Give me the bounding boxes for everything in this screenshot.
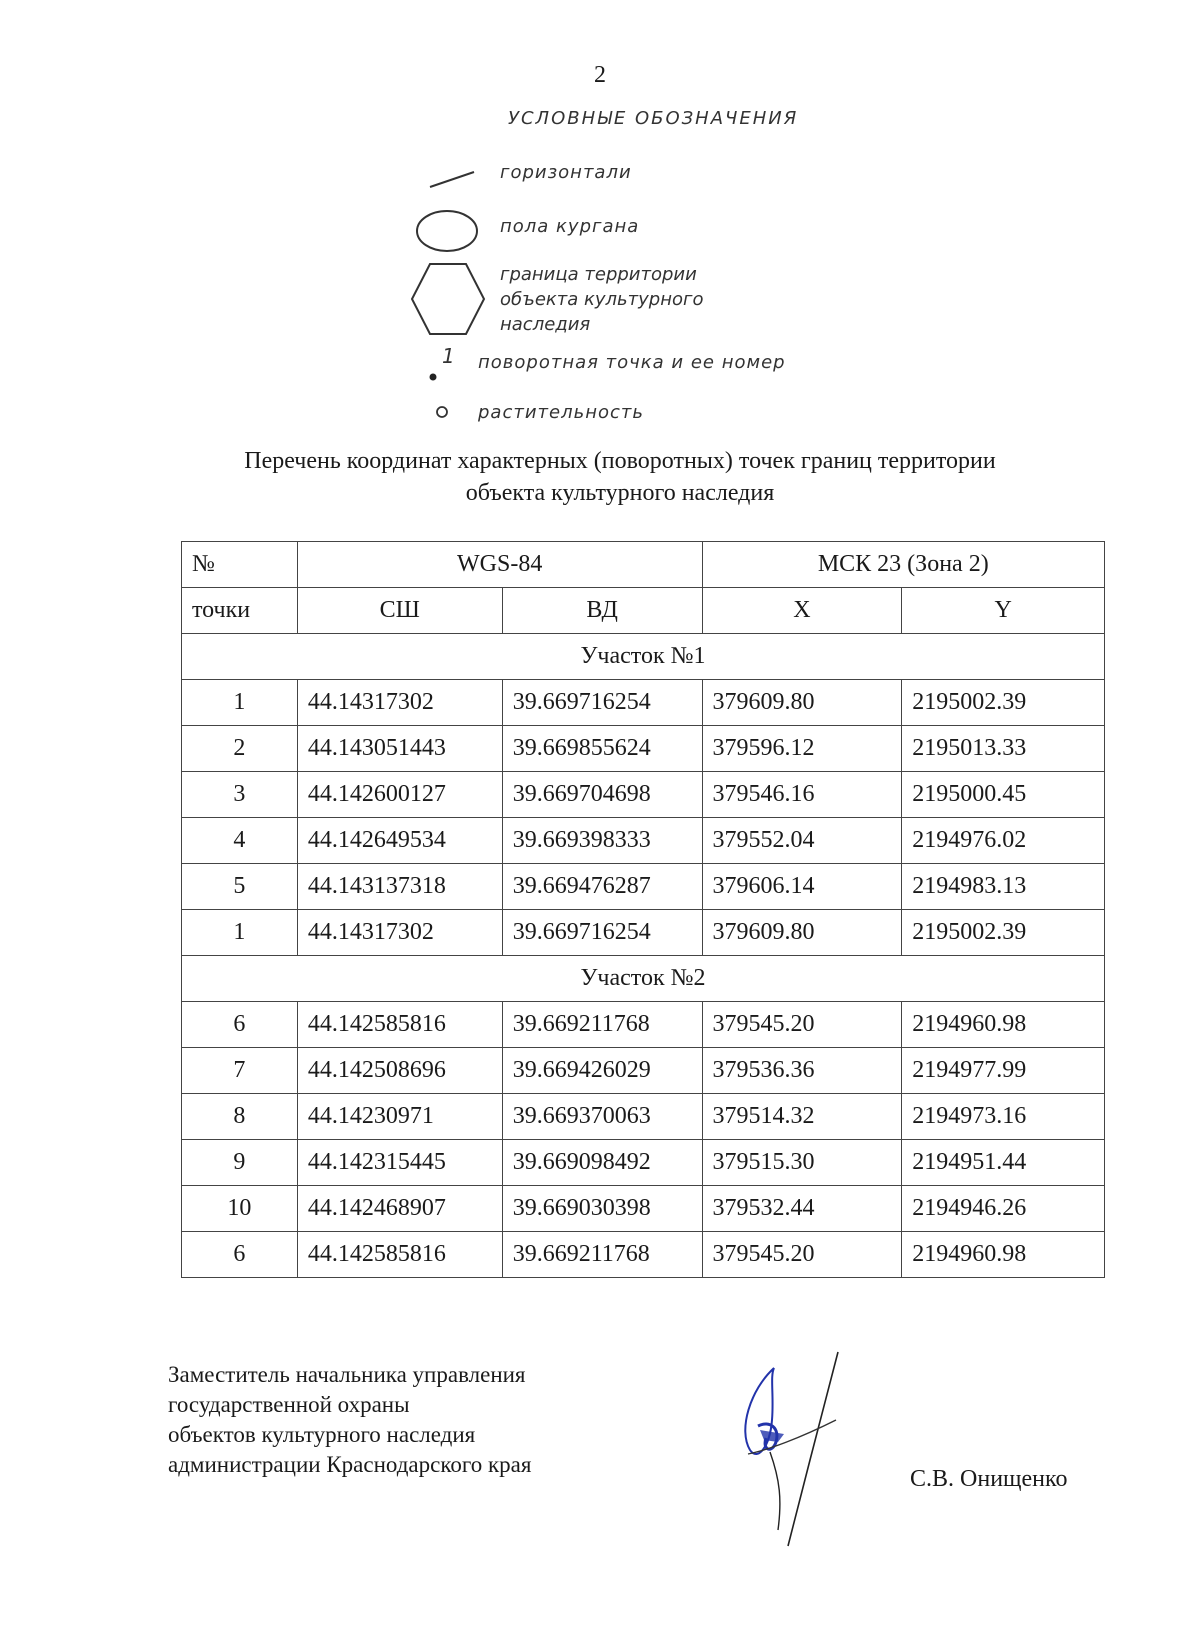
- y-coordinate-cell: 2194951.44: [902, 1140, 1105, 1186]
- position-line: объектов культурного наследия: [168, 1422, 476, 1447]
- point-number-cell: 2: [182, 726, 298, 772]
- boundary-hexagon-icon: [408, 260, 488, 338]
- longitude-cell: 39.669030398: [502, 1186, 702, 1232]
- latitude-cell: 44.142585816: [297, 1232, 502, 1278]
- heading-line-1: Перечень координат характерных (поворотных) точек границ территории: [244, 448, 996, 474]
- latitude-cell: 44.142468907: [297, 1186, 502, 1232]
- turning-point-number: 1: [442, 344, 455, 368]
- legend-title: УСЛОВНЫЕ ОБОЗНАЧЕНИЯ: [508, 108, 799, 129]
- longitude-cell: 39.669716254: [502, 910, 702, 956]
- table-row: [182, 1048, 1105, 1094]
- vegetation-circle-icon: [434, 404, 450, 420]
- x-coordinate-cell: 379532.44: [702, 1186, 902, 1232]
- table-row: [182, 910, 1105, 956]
- point-number-cell: 8: [182, 1094, 298, 1140]
- point-number-cell: 6: [182, 1232, 298, 1278]
- coordinates-table: [181, 541, 1105, 1278]
- x-coordinate-cell: 379546.16: [702, 772, 902, 818]
- coordinates-heading: [150, 445, 1090, 509]
- longitude-cell: 39.669426029: [502, 1048, 702, 1094]
- mound-ellipse-icon: [414, 208, 480, 254]
- legend-boundary-label: [500, 262, 703, 337]
- turning-point-dot: [428, 372, 438, 382]
- table-row: [182, 1094, 1105, 1140]
- header-x: X: [702, 588, 902, 634]
- table-row: [182, 726, 1105, 772]
- longitude-cell: 39.669704698: [502, 772, 702, 818]
- y-coordinate-cell: 2194973.16: [902, 1094, 1105, 1140]
- section-title: Участок №2: [182, 956, 1105, 1002]
- y-coordinate-cell: 2195002.39: [902, 910, 1105, 956]
- x-coordinate-cell: 379596.12: [702, 726, 902, 772]
- table-row: [182, 818, 1105, 864]
- y-coordinate-cell: 2194983.13: [902, 864, 1105, 910]
- y-coordinate-cell: 2195013.33: [902, 726, 1105, 772]
- handwritten-signature: [740, 1350, 850, 1550]
- point-number-cell: 5: [182, 864, 298, 910]
- page-number: 2: [594, 62, 606, 88]
- legend-boundary-line: наследия: [500, 314, 591, 335]
- latitude-cell: 44.142585816: [297, 1002, 502, 1048]
- longitude-cell: 39.669476287: [502, 864, 702, 910]
- x-coordinate-cell: 379545.20: [702, 1232, 902, 1278]
- y-coordinate-cell: 2195002.39: [902, 680, 1105, 726]
- x-coordinate-cell: 379609.80: [702, 910, 902, 956]
- header-lat: СШ: [297, 588, 502, 634]
- table-row: [182, 1140, 1105, 1186]
- latitude-cell: 44.142649534: [297, 818, 502, 864]
- x-coordinate-cell: 379515.30: [702, 1140, 902, 1186]
- header-num: №: [182, 542, 298, 588]
- y-coordinate-cell: 2194977.99: [902, 1048, 1105, 1094]
- table-header-row-1: [182, 542, 1105, 588]
- header-wgs84: WGS-84: [297, 542, 702, 588]
- header-lon: ВД: [502, 588, 702, 634]
- latitude-cell: 44.14230971: [297, 1094, 502, 1140]
- contour-line-icon: [428, 168, 478, 190]
- y-coordinate-cell: 2195000.45: [902, 772, 1105, 818]
- signatory-position: [168, 1360, 531, 1480]
- x-coordinate-cell: 379536.36: [702, 1048, 902, 1094]
- legend-boundary-line: граница территории: [500, 264, 697, 285]
- y-coordinate-cell: 2194960.98: [902, 1002, 1105, 1048]
- longitude-cell: 39.669716254: [502, 680, 702, 726]
- latitude-cell: 44.142600127: [297, 772, 502, 818]
- point-number-cell: 3: [182, 772, 298, 818]
- longitude-cell: 39.669855624: [502, 726, 702, 772]
- x-coordinate-cell: 379606.14: [702, 864, 902, 910]
- longitude-cell: 39.669398333: [502, 818, 702, 864]
- y-coordinate-cell: 2194946.26: [902, 1186, 1105, 1232]
- x-coordinate-cell: 379552.04: [702, 818, 902, 864]
- latitude-cell: 44.143137318: [297, 864, 502, 910]
- heading-line-2: объекта культурного наследия: [465, 480, 775, 506]
- table-row: [182, 1002, 1105, 1048]
- legend-turning-point-label: поворотная точка и ее номер: [478, 352, 786, 373]
- y-coordinate-cell: 2194960.98: [902, 1232, 1105, 1278]
- point-number-cell: 4: [182, 818, 298, 864]
- legend-contours-label: горизонтали: [500, 162, 632, 183]
- table-row: [182, 772, 1105, 818]
- point-number-cell: 7: [182, 1048, 298, 1094]
- point-number-cell: 1: [182, 680, 298, 726]
- table-row: [182, 680, 1105, 726]
- header-msk23: МСК 23 (Зона 2): [702, 542, 1104, 588]
- position-line: Заместитель начальника управления: [168, 1362, 526, 1387]
- x-coordinate-cell: 379514.32: [702, 1094, 902, 1140]
- x-coordinate-cell: 379609.80: [702, 680, 902, 726]
- latitude-cell: 44.143051443: [297, 726, 502, 772]
- point-number-cell: 9: [182, 1140, 298, 1186]
- legend-mound-label: пола кургана: [500, 216, 640, 237]
- table-body: [182, 634, 1105, 1278]
- turning-point-icon: [428, 344, 468, 384]
- latitude-cell: 44.14317302: [297, 910, 502, 956]
- longitude-cell: 39.669211768: [502, 1232, 702, 1278]
- longitude-cell: 39.669098492: [502, 1140, 702, 1186]
- table-header-row-2: [182, 588, 1105, 634]
- table-row: [182, 1232, 1105, 1278]
- signer-name: С.В. Онищенко: [910, 1466, 1068, 1492]
- latitude-cell: 44.14317302: [297, 680, 502, 726]
- x-coordinate-cell: 379545.20: [702, 1002, 902, 1048]
- legend-vegetation-label: растительность: [478, 402, 644, 423]
- longitude-cell: 39.669211768: [502, 1002, 702, 1048]
- point-number-cell: 1: [182, 910, 298, 956]
- position-line: государственной охраны: [168, 1392, 410, 1417]
- table-row: [182, 1186, 1105, 1232]
- header-point: точки: [182, 588, 298, 634]
- section-title: Участок №1: [182, 634, 1105, 680]
- y-coordinate-cell: 2194976.02: [902, 818, 1105, 864]
- longitude-cell: 39.669370063: [502, 1094, 702, 1140]
- section-row: [182, 956, 1105, 1002]
- section-row: [182, 634, 1105, 680]
- position-line: администрации Краснодарского края: [168, 1452, 532, 1477]
- legend-boundary-line: объекта культурного: [500, 289, 704, 310]
- point-number-cell: 6: [182, 1002, 298, 1048]
- latitude-cell: 44.142508696: [297, 1048, 502, 1094]
- point-number-cell: 10: [182, 1186, 298, 1232]
- header-y: Y: [902, 588, 1105, 634]
- table-row: [182, 864, 1105, 910]
- latitude-cell: 44.142315445: [297, 1140, 502, 1186]
